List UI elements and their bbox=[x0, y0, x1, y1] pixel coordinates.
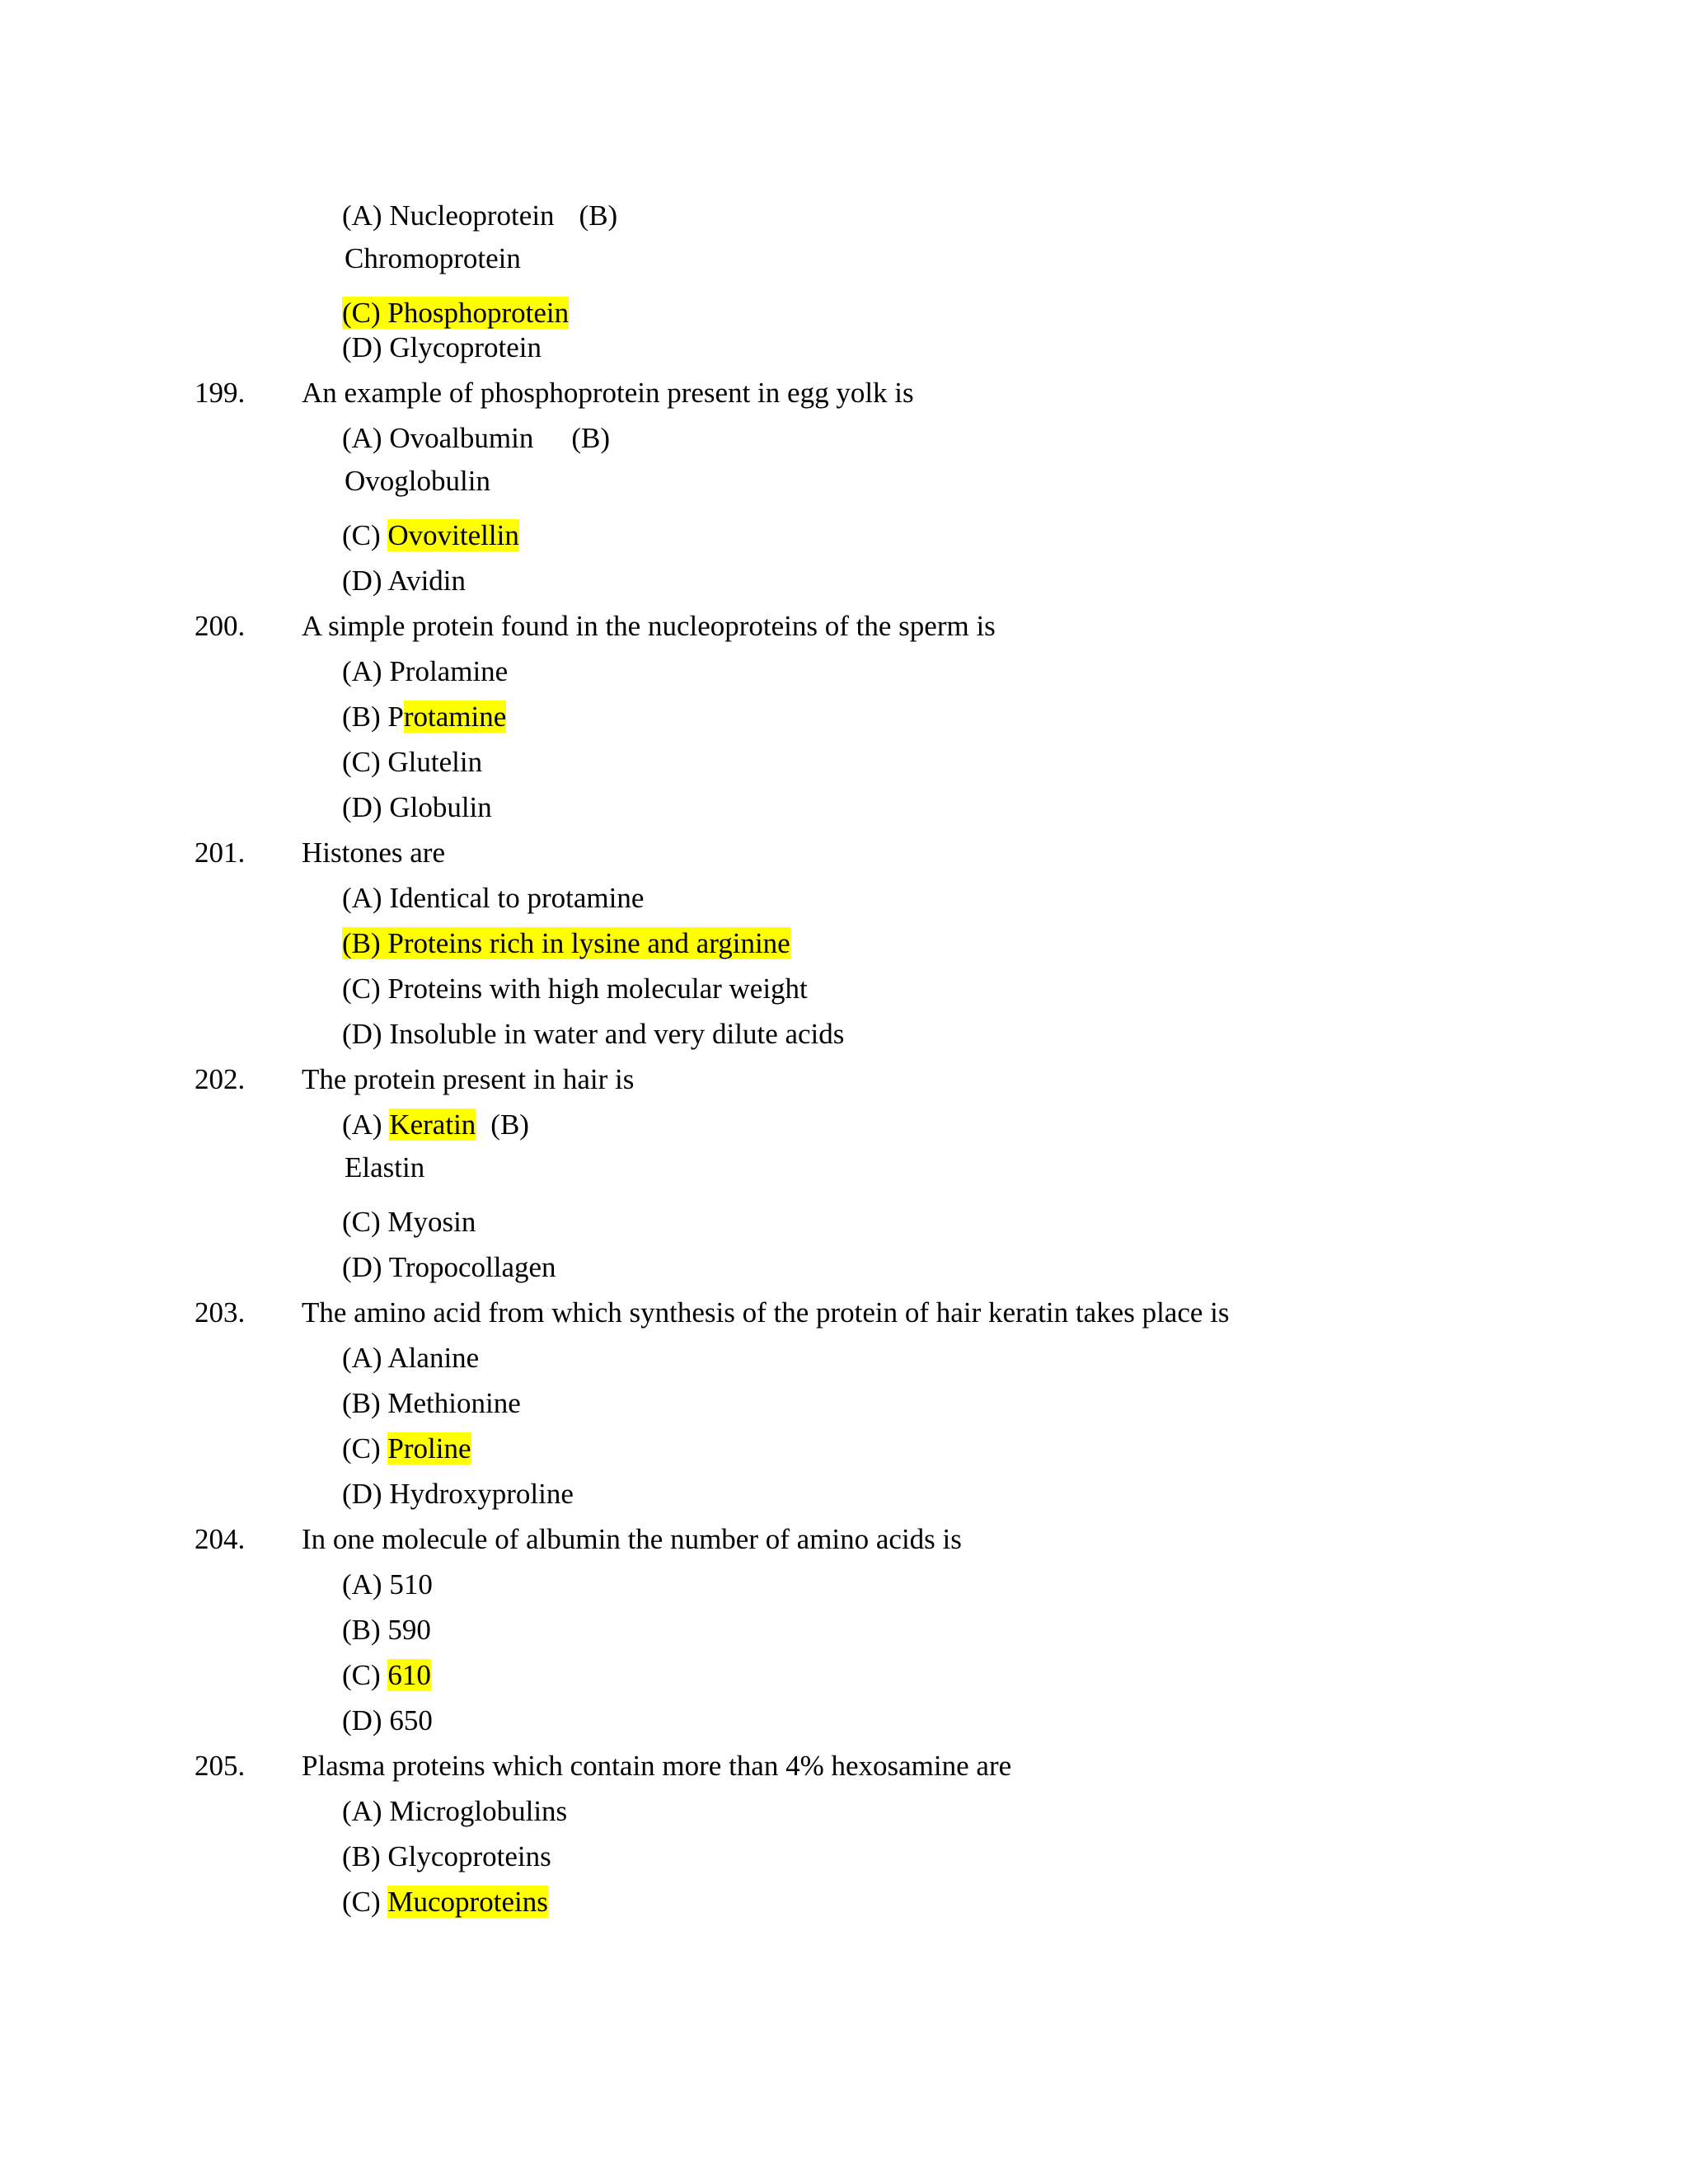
option-b: (B) Methionine bbox=[342, 1387, 521, 1419]
question-text: In one molecule of albumin the number of amino acids is bbox=[302, 1523, 962, 1555]
correct-answer-highlight: Proline bbox=[387, 1432, 471, 1465]
question-number: 205. bbox=[195, 1750, 246, 1782]
option-b: (B) bbox=[490, 1108, 529, 1141]
correct-answer-highlight: Mucoproteins bbox=[387, 1886, 548, 1918]
option-b-text: Chromoprotein bbox=[345, 242, 521, 274]
option-d: (D) Hydroxyproline bbox=[342, 1478, 574, 1510]
option-c bbox=[342, 518, 519, 554]
question-text: Histones are bbox=[302, 837, 445, 869]
option-c bbox=[342, 1657, 431, 1694]
option-c: (C) Glutelin bbox=[342, 746, 483, 778]
question-number: 201. bbox=[195, 837, 246, 869]
option-label: (C) bbox=[342, 1886, 388, 1918]
option-label: (C) bbox=[342, 519, 388, 551]
option-label: (A) bbox=[342, 1108, 390, 1141]
correct-answer-highlight: (C) Phosphoprotein bbox=[342, 297, 570, 329]
correct-answer-highlight: Ovovitellin bbox=[387, 519, 519, 551]
option-b bbox=[342, 699, 506, 735]
option-row bbox=[342, 1107, 529, 1143]
option-c bbox=[342, 1431, 471, 1467]
option-a: (A) Identical to protamine bbox=[342, 882, 645, 914]
option-b: (B) Glycoproteins bbox=[342, 1840, 551, 1872]
continuation-option-row bbox=[342, 198, 617, 234]
option-a: (A) Ovoalbumin bbox=[342, 422, 534, 454]
question-number: 204. bbox=[195, 1523, 246, 1555]
option-a: (A) Prolamine bbox=[342, 655, 509, 687]
correct-answer-highlight: Keratin bbox=[389, 1108, 476, 1141]
question-text: A simple protein found in the nucleoproteins of the sperm is bbox=[302, 610, 996, 642]
question-number: 200. bbox=[195, 610, 246, 642]
correct-answer-highlight: 610 bbox=[387, 1659, 431, 1691]
option-d: (D) Globulin bbox=[342, 791, 492, 823]
option-a: (A) Microglobulins bbox=[342, 1795, 568, 1827]
option-c bbox=[342, 1884, 548, 1920]
option-label: (C) bbox=[342, 1659, 388, 1691]
question-text: The protein present in hair is bbox=[302, 1063, 635, 1095]
option-c: (C) Proteins with high molecular weight bbox=[342, 972, 808, 1005]
option-a: (A) Alanine bbox=[342, 1342, 480, 1374]
option-c: (C) Myosin bbox=[342, 1206, 476, 1238]
option-d: (D) Insoluble in water and very dilute acids bbox=[342, 1018, 845, 1050]
option-label: (C) bbox=[342, 1432, 388, 1465]
option-d: (D) Glycoprotein bbox=[342, 331, 542, 363]
option-b: (B) bbox=[579, 199, 618, 232]
question-text: Plasma proteins which contain more than 4% hexosamine are bbox=[302, 1750, 1012, 1782]
option-d: (D) Avidin bbox=[342, 565, 467, 597]
question-number: 202. bbox=[195, 1063, 246, 1095]
option-d: (D) 650 bbox=[342, 1704, 433, 1736]
question-number: 199. bbox=[195, 377, 246, 409]
correct-answer-highlight: (B) Proteins rich in lysine and arginine bbox=[342, 927, 790, 959]
question-number: 203. bbox=[195, 1296, 246, 1329]
option-d: (D) Tropocollagen bbox=[342, 1251, 556, 1283]
option-label: (B) P bbox=[342, 701, 404, 733]
question-text: The amino acid from which synthesis of the protein of hair keratin takes place is bbox=[302, 1296, 1230, 1329]
option-a: (A) Nucleoprotein bbox=[342, 199, 555, 232]
option-c bbox=[342, 295, 569, 331]
option-b-text: Elastin bbox=[345, 1151, 425, 1183]
option-b bbox=[342, 926, 790, 962]
option-b-text: Ovoglobulin bbox=[345, 465, 490, 497]
option-a: (A) 510 bbox=[342, 1568, 433, 1601]
option-row bbox=[342, 420, 610, 457]
correct-answer-highlight: rotamine bbox=[403, 701, 507, 733]
option-b: (B) 590 bbox=[342, 1614, 431, 1646]
option-b: (B) bbox=[571, 422, 610, 454]
question-text: An example of phosphoprotein present in egg yolk is bbox=[302, 377, 914, 409]
